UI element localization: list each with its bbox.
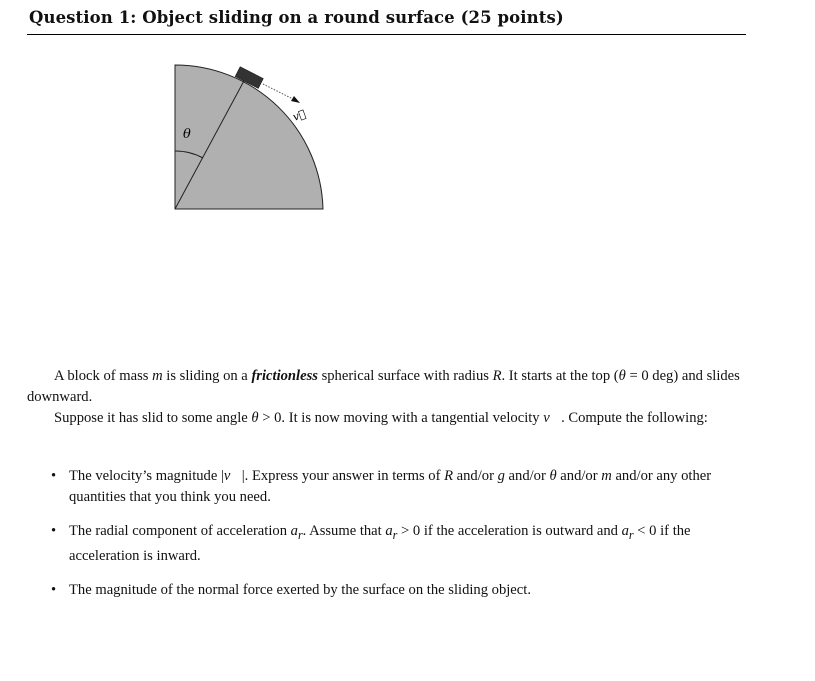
- title-rule: [27, 34, 746, 35]
- question-items-list: [27, 466, 749, 614]
- list-item: • The magnitude of the normal force exerted by the surface on the sliding object.: [51, 581, 531, 598]
- quarter-sphere-figure: [160, 60, 340, 215]
- list-item: • The velocity’s magnitude |v⃗|. Express your answer in terms of R and/or g and/or θ and/or m and/or any other quantities that you think you need.: [51, 468, 712, 505]
- intro-paragraph: A block of mass m is sliding on a frictionless spherical surface with radius R. It starts at the top (θ = 0 deg) and slides downward.: [27, 368, 740, 405]
- angle-label: θ: [183, 127, 191, 142]
- velocity-label: v⃗: [290, 107, 308, 124]
- velocity-arrowhead: [291, 96, 300, 103]
- question-title: Question 1: Object sliding on a round surface (25 points): [29, 8, 564, 27]
- list-item: • The radial component of acceleration $a_r$. Assume that $a_r > 0$ if the acceleration is outward and $a_r < 0$ if the acceleration is inward.: [51, 523, 691, 564]
- surface-quarter-disc: [175, 65, 323, 209]
- task-paragraph: Suppose it has slid to some angle θ > 0. It is now moving with a tangential velocity v⃗. Compute the following:: [54, 410, 708, 426]
